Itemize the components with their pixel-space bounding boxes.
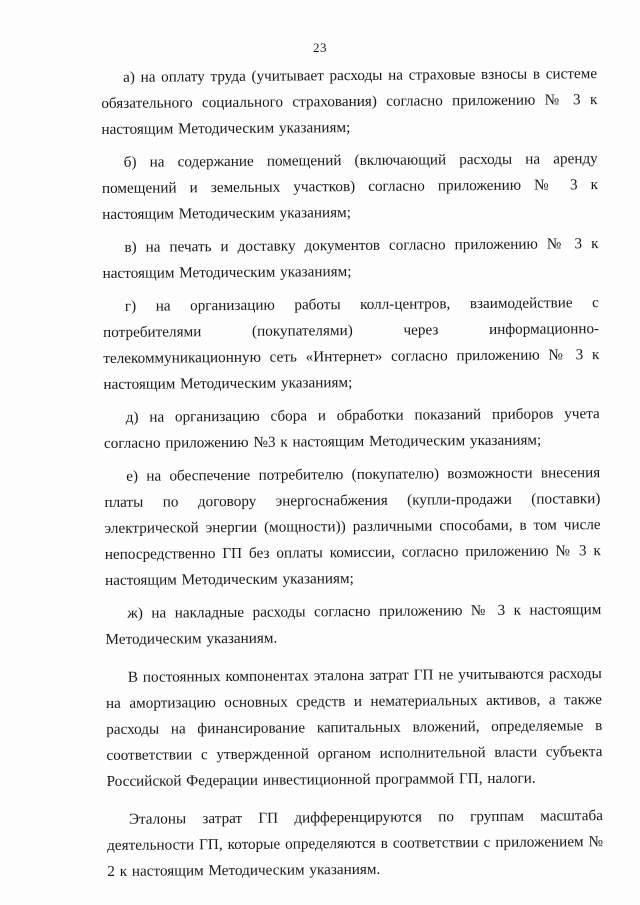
page-number: 23 (313, 40, 327, 55)
paragraph-d: д) на организацию сбора и обработки показаний приборов учета согласно приложению №3 к настоящим Методическим указаниям; (103, 405, 600, 452)
paragraph-excluded-costs: В постоянных компонентах эталона затрат ГП не учитываются расходы на амортизацию основных средств и нематериальных активов, а также расходы на финансирование капитальных вложений, определяемые в соответствии с утвержденной органом исполнительной власти субъекта Российской Федерации инвестиционной программой ГП, налоги. (105, 665, 603, 790)
paragraph-zh: ж) на накладные расходы согласно приложению № 3 к настоящим Методическим указаниям. (105, 601, 602, 648)
paragraph-v: в) на печать и доставку документов согласно приложению № 3 к настоящим Методическим указаниям; (102, 235, 599, 282)
paragraph-differentiation: Эталоны затрат ГП дифференцируются по группам масштаба деятельности ГП, которые определяются в соответствии с приложением № 2 к настоящим Методическим указаниям. (107, 807, 604, 880)
paragraph-g: г) на организацию работы колл-центров, взаимодействие с потребителями (покупателями) через информационно-телекоммуникационную сеть «Интернет» согласно приложению № 3 к настоящим Методическим указаниям; (103, 294, 600, 393)
document-body (101, 61, 603, 892)
paragraph-e: е) на обеспечение потребителю (покупателю) возможности внесения платы по договору энергоснабжения (купли-продажи (поставки) электрической энергии (мощности)) различными способами, в том числе непосредственно ГП без оплаты комиссии, согласно приложению № 3 к настоящим Методическим указаниям; (104, 464, 601, 589)
paragraph-a: а) на оплату труда (учитывает расходы на страховые взносы в системе обязательного социального страхования) согласно приложению № 3 к настоящим Методическим указаниям; (101, 65, 598, 138)
paragraph-b: б) на содержание помещений (включающий расходы на аренду помещений и земельных участков) согласно приложению № 3 к настоящим Методическим указаниям; (101, 150, 599, 223)
